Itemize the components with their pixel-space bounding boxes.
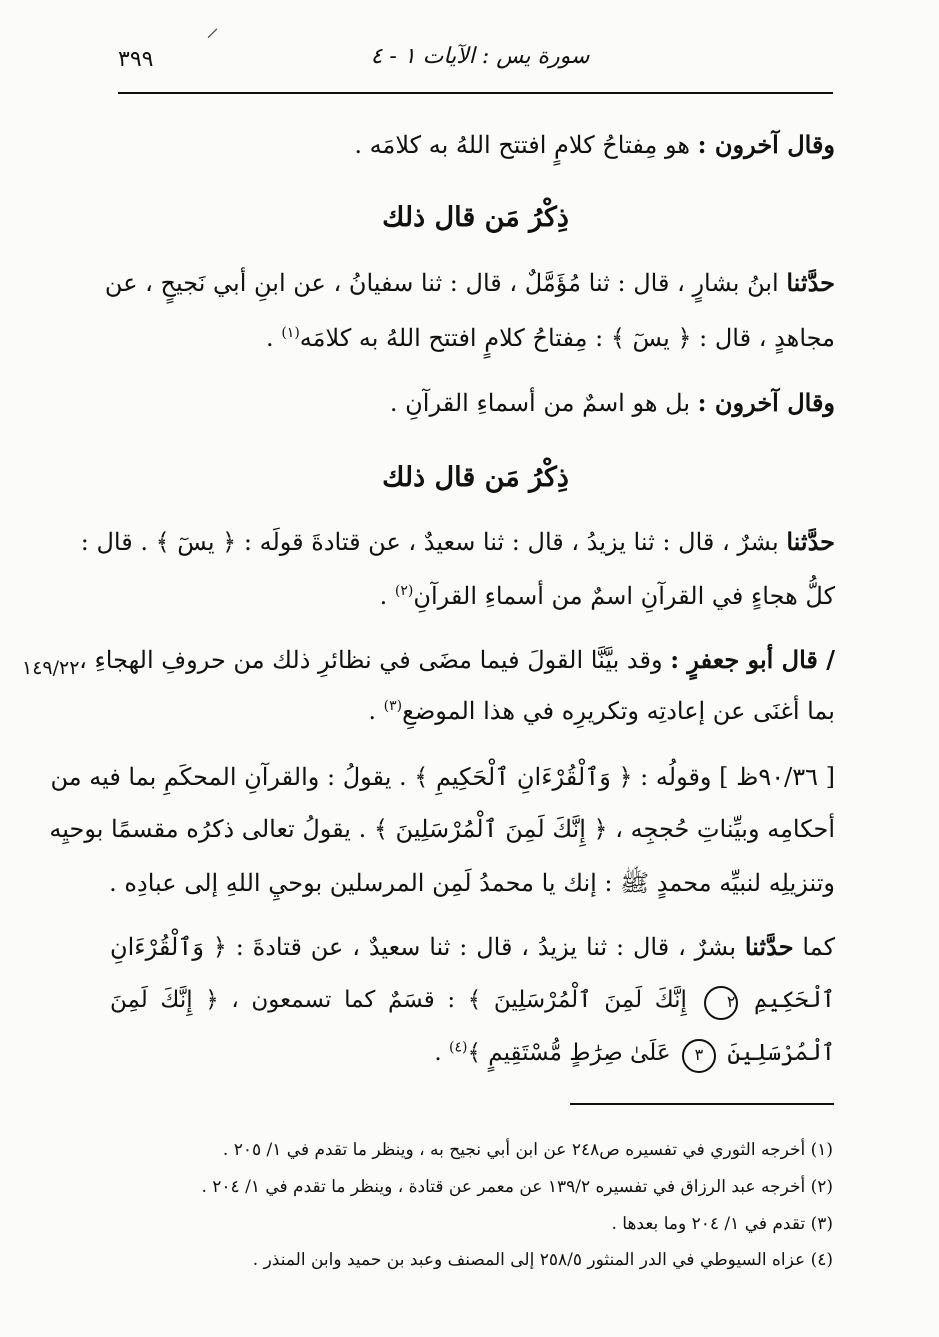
footnote: (٢) أخرجه عبد الرزاق في تفسيره ١٣٩/٢ عن معمر عن قتادة ، وينظر ما تقدم في ١/ ٢٠٤ . — [201, 1177, 833, 1197]
paragraph-line: ٱلْمُرْسَلِينَ ٣ عَلَىٰ صِرَٰطٍ مُّسْتَقِيمٍ ﴾$^{(٤)}$ . — [110, 1039, 835, 1073]
line-text: بشرٌ ، قال : ثنا يزيدُ ، قال : ثنا سعيدٌ ، عن قتادةَ : ﴿ وَٱلْقُرْءَانِ — [110, 933, 745, 961]
paragraph-line: كلُّ هجاءٍ في القرآنِ اسمٌ من أسماءِ القرآنِ$^{(٢)}$ . — [379, 582, 835, 610]
footnote: (٤) عزاه السيوطي في الدر المنثور ٢٥٨/٥ إلى المصنف وعبد بن حميد وابن المنذر . — [252, 1250, 833, 1270]
line-text: وتنزيلِه لنبيِّه محمدٍ ﷺ : إنك يا محمدُ لَمِن المرسلين بوحيِ اللهِ إلى عبادِه . — [109, 869, 835, 897]
margin-reference: ١٤٩/٢٢ — [22, 657, 80, 679]
margin-pencil-mark: ⸝ — [206, 13, 220, 43]
paragraph-line: مجاهدٍ ، قال : ﴿ يسٓ ﴾ : مِفتاحُ كلامٍ افتتح اللهُ به كلامَه$^{(١)}$ . — [266, 324, 835, 352]
footnote: (٣) تقدم في ١/ ٢٠٤ وما بعدها . — [611, 1214, 833, 1234]
line-text: هو مِفتاحُ كلامٍ افتتح اللهُ به كلامَه . — [354, 131, 698, 159]
footnote-ref: (٤) — [449, 1039, 468, 1056]
section-heading: ذِكْرُ مَن قال ذلك — [382, 462, 569, 493]
section-heading: ذِكْرُ مَن قال ذلك — [382, 202, 569, 233]
header-rule — [118, 92, 833, 94]
isnad-label: حدَّثنا — [786, 268, 835, 297]
footnote: (١) أخرجه الثوري في تفسيره ص٢٤٨ عن ابن أبي نجيح به ، وينظر ما تقدم في ١/ ٢٠٥ . — [222, 1140, 833, 1160]
speaker-label: / قال أبو جعفرٍ : — [670, 645, 835, 674]
line-text: أحكامِه وبيِّناتِ حُججِه ، ﴿ إِنَّكَ لَمِنَ ٱلْمُرْسَلِينَ ﴾ . يقولُ تعالى ذكرُه مقسمًا بوحيِه — [49, 815, 835, 843]
footnote-ref: (٣) — [383, 698, 403, 714]
paragraph-line — [49, 815, 835, 843]
paragraph-line — [110, 388, 835, 417]
isnad-label: حدَّثنا — [786, 527, 835, 556]
page-number: ٣٩٩ — [118, 47, 154, 72]
running-header-title: سورة يس : الآيات ١ - ٤ — [370, 44, 590, 69]
paragraph-line — [80, 527, 835, 556]
line-text: كلُّ هجاءٍ في القرآنِ اسمٌ من أسماءِ القرآنِ — [413, 582, 835, 610]
isnad-label: حدَّثنا — [744, 932, 794, 961]
paragraph-line — [79, 645, 835, 674]
line-text: ابنُ بشارٍ ، قال : ثنا مُؤَمَّلٌ ، قال : ثنا سفيانُ ، عن ابنِ أبي نَجيحٍ ، عن — [104, 269, 787, 297]
ayah-number-marker: ٣ — [682, 1039, 716, 1073]
paragraph-line — [104, 268, 835, 297]
paragraph-line: بما أغنَى عن إعادتِه وتكريرِه في هذا الموضعِ$^{(٣)}$ . — [368, 697, 835, 725]
paragraph-line — [110, 130, 835, 159]
paragraph-line: كما حدَّثنا بشرٌ ، قال : ثنا يزيدُ ، قال : ثنا سعيدٌ ، عن قتادةَ : ﴿ وَٱلْقُرْءَانِ — [110, 932, 835, 961]
speaker-label: وقال آخرون : — [697, 130, 835, 159]
line-text: بما أغنَى عن إعادتِه وتكريرِه في هذا الموضعِ — [402, 697, 835, 725]
line-text: بل هو اسمٌ من أسماءِ القرآنِ . — [389, 389, 698, 417]
line-text: مجاهدٍ ، قال : ﴿ يسٓ ﴾ : مِفتاحُ كلامٍ افتتح اللهُ به كلامَه — [299, 324, 835, 352]
line-text: بشرٌ ، قال : ثنا يزيدُ ، قال : ثنا سعيدٌ ، عن قتادةَ قولَه : ﴿ يسٓ ﴾ . قال : — [80, 528, 787, 556]
line-text: [ ٩٠/٣٦ظ ] وقولُه : ﴿ وَٱلْقُرْءَانِ ٱلْحَكِيمِ ﴾ . يقولُ : والقرآنِ المحكَمِ بما فيه من — [50, 763, 835, 791]
paragraph-line: ٱلْحَكِيمِ ٢ إِنَّكَ لَمِنَ ٱلْمُرْسَلِينَ ﴾ : قسَمٌ كما تسمعون ، ﴿ إِنَّكَ لَمِنَ — [110, 986, 835, 1020]
paragraph-line — [50, 763, 835, 791]
line-text: وقد بيَّنَّا القولَ فيما مضَى في نظائرِ ذلك من حروفِ الهجاءِ ، — [79, 646, 671, 674]
speaker-label: وقال آخرون : — [697, 388, 835, 417]
footnote-separator — [570, 1103, 834, 1105]
ayah-number-marker: ٢ — [704, 986, 738, 1020]
footnote-ref: (١) — [281, 325, 300, 341]
paragraph-line — [110, 868, 835, 903]
footnote-ref: (٢) — [394, 583, 414, 599]
